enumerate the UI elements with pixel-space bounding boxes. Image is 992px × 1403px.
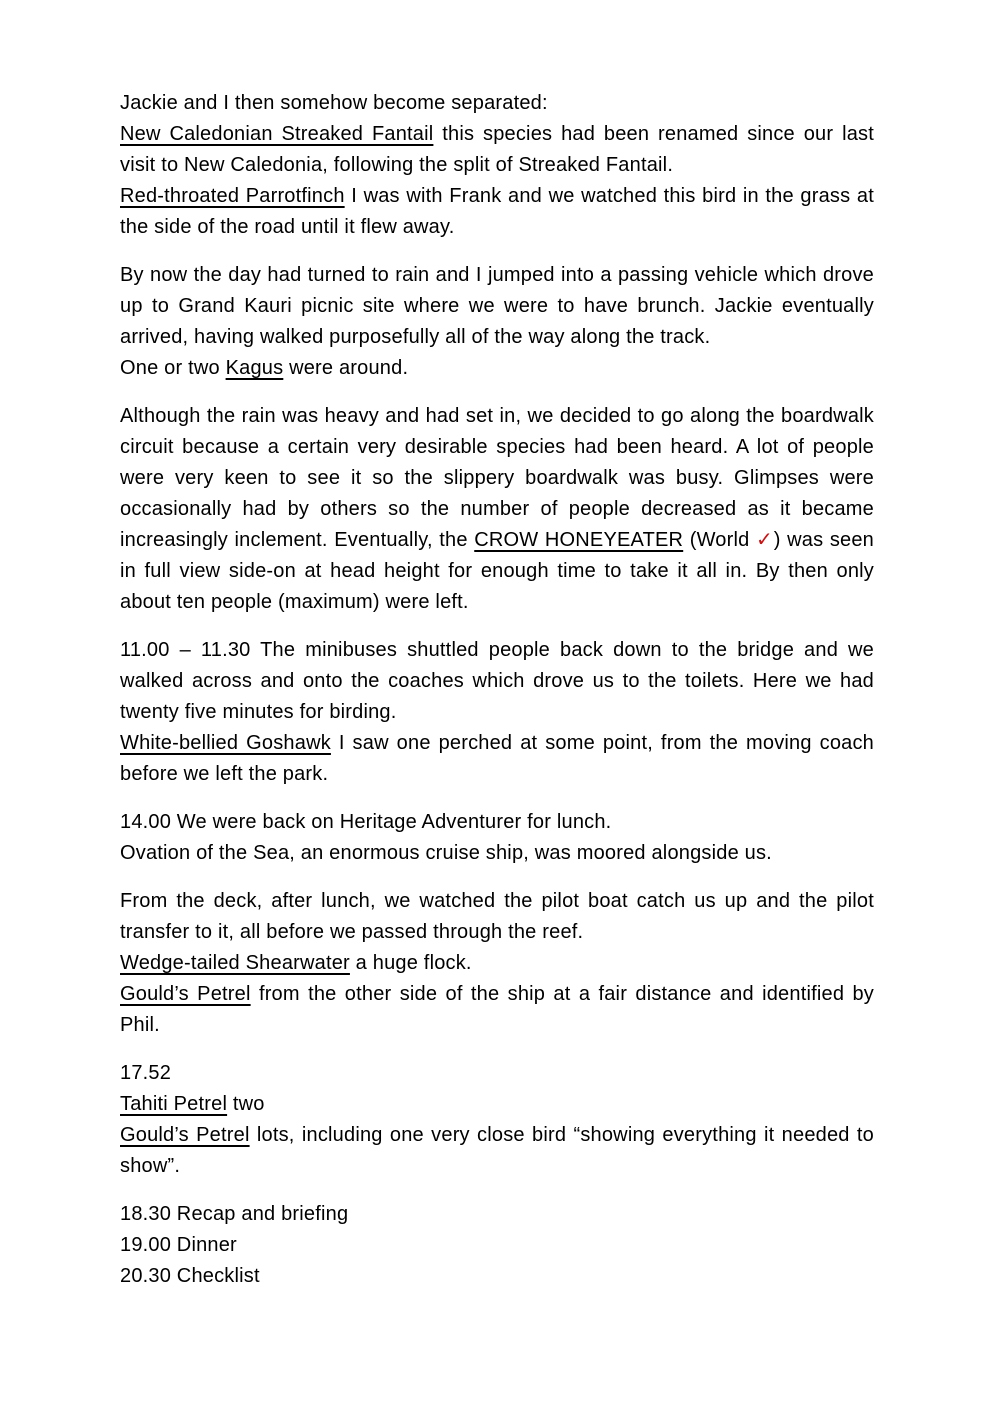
- paragraph: [120, 353, 874, 384]
- species-name: Wedge-tailed Shearwater: [120, 952, 350, 974]
- text-run: ) was seen in full view side-on at head height for enough time to take it all in. By then only about ten people (maximum) were left.: [120, 529, 874, 613]
- paragraph: [120, 1120, 874, 1182]
- text-run: (World: [683, 529, 756, 551]
- text-run: were around.: [283, 357, 409, 379]
- paragraph: [120, 119, 874, 181]
- paragraph: [120, 1199, 874, 1230]
- paragraph: [120, 1058, 874, 1089]
- world-tick-icon: ✓: [756, 529, 774, 551]
- paragraph: [120, 181, 874, 243]
- text-run: lots, including one very close bird “showing everything it needed to show”.: [120, 1124, 874, 1177]
- text-run: from the other side of the ship at a fair distance and identified by Phil.: [120, 983, 874, 1036]
- species-name: Gould’s Petrel: [120, 1124, 250, 1146]
- species-name: Tahiti Petrel: [120, 1093, 228, 1115]
- species-name: White-bellied Goshawk: [120, 732, 331, 754]
- paragraph: [120, 807, 874, 838]
- text-run: Ovation of the Sea, an enormous cruise ship, was moored alongside us.: [120, 842, 772, 864]
- text-run: two: [227, 1093, 265, 1115]
- paragraph: [120, 401, 874, 618]
- text-run: 18.30 Recap and briefing: [120, 1203, 349, 1225]
- paragraph: [120, 1230, 874, 1261]
- paragraph: [120, 838, 874, 869]
- text-run: Jackie and I then somehow become separated:: [120, 92, 548, 114]
- paragraph: [120, 979, 874, 1041]
- paragraph: [120, 88, 874, 119]
- paragraph: [120, 635, 874, 728]
- paragraph: [120, 1089, 874, 1120]
- text-run: 19.00 Dinner: [120, 1234, 237, 1256]
- text-run: From the deck, after lunch, we watched the pilot boat catch us up and the pilot transfer to it, all before we passed through the reef.: [120, 890, 874, 943]
- text-run: 20.30 Checklist: [120, 1265, 260, 1287]
- species-name: Gould’s Petrel: [120, 983, 251, 1005]
- species-name: New Caledonian Streaked Fantail: [120, 123, 434, 145]
- species-name: CROW HONEYEATER: [474, 529, 684, 551]
- text-run: I was with Frank and we watched this bird in the grass at the side of the road until it flew away.: [120, 185, 874, 238]
- paragraph: [120, 728, 874, 790]
- text-run: 11.00 – 11.30 The minibuses shuttled people back down to the bridge and we walked across and onto the coaches which drove us to the toilets. Here we had twenty five minutes for birding.: [120, 639, 874, 723]
- paragraph: [120, 886, 874, 948]
- text-run: 17.52: [120, 1062, 172, 1084]
- text-run: By now the day had turned to rain and I jumped into a passing vehicle which drove up to Grand Kauri picnic site where we were to have brunch. Jackie eventually arrived, having walked purposefully all of the way along the track.: [120, 264, 874, 348]
- text-run: a huge flock.: [349, 952, 472, 974]
- text-run: I saw one perched at some point, from the moving coach before we left the park.: [120, 732, 875, 785]
- paragraph: [120, 1261, 874, 1292]
- paragraph: [120, 260, 874, 353]
- text-run: 14.00 We were back on Heritage Adventurer for lunch.: [120, 811, 612, 833]
- text-run: Although the rain was heavy and had set in, we decided to go along the boardwalk circuit because a certain very desirable species had been heard. A lot of people were very keen to see it so the slippery boardwalk was busy. Glimpses were occasionally had by others so the number of people decreased as it became increasingly inclement. Eventually, the: [120, 405, 874, 551]
- species-name: Kagus: [225, 357, 284, 379]
- text-run: this species had been renamed since our last visit to New Caledonia, following the split of Streaked Fantail.: [120, 123, 874, 176]
- species-name: Red-throated Parrotfinch: [120, 185, 345, 207]
- text-run: One or two: [120, 357, 226, 379]
- paragraph: [120, 948, 874, 979]
